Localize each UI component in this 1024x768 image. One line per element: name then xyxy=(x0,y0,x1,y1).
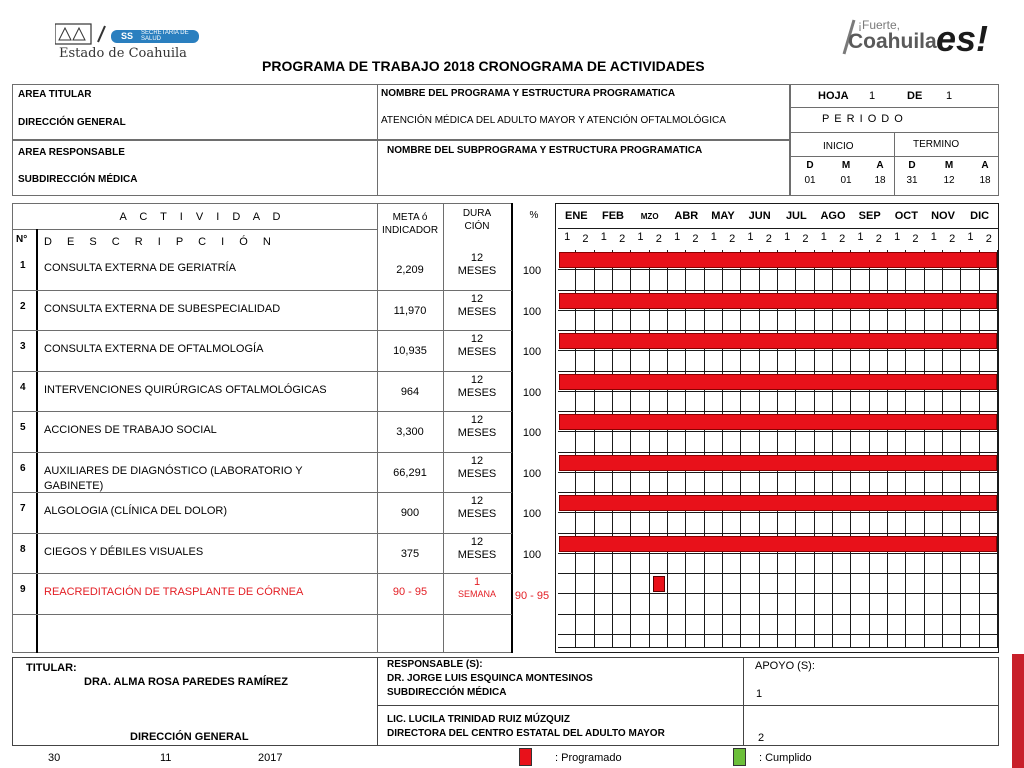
gantt-bar-programado xyxy=(653,576,665,592)
programa-value: ATENCIÓN MÉDICA DEL ADULTO MAYOR Y ATENCIÓN OFTALMOLÓGICA xyxy=(381,115,726,126)
logo-coahuila-text: Coahuila xyxy=(848,30,937,53)
month-header: NOV xyxy=(931,210,955,222)
row-description-cont: GABINETE) xyxy=(44,479,104,492)
area-titular-value: DIRECCIÓN GENERAL xyxy=(18,117,126,128)
gantt-bar-programado xyxy=(559,495,997,511)
logo-state-text: Estado de Coahuila xyxy=(59,46,187,61)
apoyo-label: APOYO (S): xyxy=(755,660,815,672)
titular-name: DRA. ALMA ROSA PAREDES RAMÍREZ xyxy=(84,676,288,688)
responsable-1-area: SUBDIRECCIÓN MÉDICA xyxy=(387,687,507,698)
row-duration: 12 xyxy=(470,495,484,507)
row-meta: 11,970 xyxy=(393,304,427,317)
row-duration-unit: MESES xyxy=(457,346,497,358)
row-duration-unit: MESES xyxy=(457,508,497,520)
row-description: CONSULTA EXTERNA DE OFTALMOLOGÍA xyxy=(44,343,264,355)
periodo-label: P E R I O D O xyxy=(822,113,904,125)
apoyo-1: 1 xyxy=(756,688,763,700)
row-duration-unit: MESES xyxy=(457,548,497,561)
row-percent: 100 xyxy=(522,467,542,480)
row-duration-unit: SEMANA xyxy=(457,589,496,599)
row-number: 3 xyxy=(20,341,26,352)
month-header: OCT xyxy=(894,210,918,222)
row-duration: 12 xyxy=(470,292,484,305)
half-header: 2 xyxy=(875,233,882,245)
descripcion-header: D E S C R I P C I Ó N xyxy=(44,236,271,248)
inicio-label: INICIO xyxy=(823,141,854,152)
responsable-2-name: LIC. LUCILA TRINIDAD RUIZ MÚZQUIZ xyxy=(387,714,570,725)
half-header: 1 xyxy=(930,231,937,243)
titular-label: TITULAR: xyxy=(26,662,77,674)
legend-cumplido-label: : Cumplido xyxy=(759,752,812,764)
termino-a-value: 18 xyxy=(979,175,991,186)
gantt-bar-programado xyxy=(559,333,997,349)
row-description: ALGOLOGIA (CLÍNICA DEL DOLOR) xyxy=(44,505,227,517)
row-meta: 964 xyxy=(400,385,420,398)
row-duration-unit: MESES xyxy=(457,265,497,277)
pct-header: % xyxy=(529,210,539,221)
inicio-m-value: 01 xyxy=(840,175,852,186)
half-header: 1 xyxy=(637,231,644,243)
row-number: 1 xyxy=(20,260,26,271)
row-percent: 100 xyxy=(522,548,542,561)
half-header: 2 xyxy=(985,233,992,245)
subprograma-label: NOMBRE DEL SUBPROGRAMA Y ESTRUCTURA PROGRAMATICA xyxy=(387,145,703,156)
half-header: 1 xyxy=(600,231,607,243)
row-description: CONSULTA EXTERNA DE GERIATRÍA xyxy=(44,262,236,274)
row-number: 9 xyxy=(20,584,26,595)
month-header: MZO xyxy=(640,212,659,221)
logo-es-text: es! xyxy=(936,18,989,59)
half-header: 1 xyxy=(564,231,571,243)
area-titular-label: AREA TITULAR xyxy=(18,89,92,100)
area-responsable-value: SUBDIRECCIÓN MÉDICA xyxy=(18,174,138,185)
row-duration: 12 xyxy=(470,414,484,426)
month-header: JUN xyxy=(748,210,771,222)
legend-programado-swatch xyxy=(519,748,532,766)
row-description: ACCIONES DE TRABAJO SOCIAL xyxy=(44,424,217,436)
row-meta: 2,209 xyxy=(396,264,424,276)
half-header: 2 xyxy=(692,233,699,245)
actividad-header: A C T I V I D A D xyxy=(119,211,281,223)
row-duration: 12 xyxy=(470,535,484,548)
month-header: MAY xyxy=(711,210,735,222)
termino-d-label: D xyxy=(908,160,916,171)
termino-label: TERMINO xyxy=(913,139,960,150)
row-description: REACREDITACIÓN DE TRASPLANTE DE CÓRNEA xyxy=(44,586,304,598)
row-duration-unit: MESES xyxy=(457,467,497,480)
row-description: CIEGOS Y DÉBILES VISUALES xyxy=(44,545,204,558)
month-header: SEP xyxy=(858,210,881,222)
termino-m-label: M xyxy=(944,160,954,171)
row-number: 2 xyxy=(20,300,26,312)
half-header: 1 xyxy=(674,231,681,243)
date-month: 11 xyxy=(160,752,172,764)
half-header: 1 xyxy=(784,231,791,243)
logo-estado-coahuila xyxy=(55,22,205,62)
de-value: 1 xyxy=(946,90,953,102)
half-header: 1 xyxy=(747,231,754,243)
row-percent: 100 xyxy=(522,346,542,358)
row-description: CONSULTA EXTERNA DE SUBESPECIALIDAD xyxy=(44,302,281,315)
row-meta: 3,300 xyxy=(396,426,424,438)
row-percent: 100 xyxy=(522,305,542,318)
half-header: 1 xyxy=(894,231,901,243)
inicio-a-value: 18 xyxy=(874,175,886,186)
inicio-m-label: M xyxy=(841,160,851,171)
responsable-label: RESPONSABLE (S): xyxy=(387,659,483,670)
row-description: AUXILIARES DE DIAGNÓSTICO (LABORATORIO Y xyxy=(44,464,303,477)
logo-fuerte-text: ¡Fuerte, xyxy=(858,18,901,32)
de-label: DE xyxy=(907,90,923,102)
row-percent: 100 xyxy=(522,427,542,439)
programa-label: NOMBRE DEL PROGRAMA Y ESTRUCTURA PROGRAMATICA xyxy=(381,88,676,99)
row-number: 6 xyxy=(20,462,26,474)
row-number: 5 xyxy=(20,422,26,433)
gantt-bar-programado xyxy=(559,536,997,552)
row-percent: 100 xyxy=(522,508,542,520)
row-duration: 12 xyxy=(470,373,484,386)
half-header: 1 xyxy=(967,231,974,243)
row-percent: 100 xyxy=(522,386,542,399)
row-number: 8 xyxy=(20,543,26,555)
area-responsable-label: AREA RESPONSABLE xyxy=(18,147,125,158)
inicio-a-label: A xyxy=(876,160,884,171)
gantt-bar-programado xyxy=(559,414,997,430)
termino-d-value: 31 xyxy=(906,175,918,186)
legend-programado-label: : Programado xyxy=(555,752,622,764)
gantt-bar-programado xyxy=(559,455,997,471)
titular-area: DIRECCIÓN GENERAL xyxy=(130,731,249,743)
half-header: 2 xyxy=(619,233,626,245)
logo-secretaria-text: SECRETARÍA DE SALUD xyxy=(141,30,189,42)
termino-a-label: A xyxy=(981,160,989,171)
gantt-bar-programado xyxy=(559,252,997,268)
row-number: 4 xyxy=(20,381,26,393)
row-duration-unit: MESES xyxy=(457,386,497,399)
legend-cumplido-swatch xyxy=(733,748,746,766)
row-meta: 90 - 95 xyxy=(392,586,428,598)
row-duration-unit: MESES xyxy=(457,427,497,439)
hoja-value: 1 xyxy=(869,90,876,102)
logo-fuerte-coahuila xyxy=(832,14,1002,66)
half-header: 2 xyxy=(912,233,919,245)
month-header: AGO xyxy=(820,210,846,222)
meta-header-2: INDICADOR xyxy=(381,225,439,236)
half-header: 2 xyxy=(949,233,956,245)
row-meta: 66,291 xyxy=(393,466,427,479)
row-percent: 90 - 95 xyxy=(514,590,550,602)
half-header: 2 xyxy=(802,233,809,245)
row-duration: 1 xyxy=(473,576,481,588)
month-header: FEB xyxy=(601,210,624,222)
month-header: DIC xyxy=(970,210,990,222)
half-header: 2 xyxy=(765,233,772,245)
row-meta: 900 xyxy=(400,507,420,519)
half-header: 2 xyxy=(655,233,662,245)
row-duration: 12 xyxy=(470,333,484,345)
responsable-2-area: DIRECTORA DEL CENTRO ESTATAL DEL ADULTO MAYOR xyxy=(387,728,665,739)
gantt-bar-programado xyxy=(559,293,997,309)
row-description: INTERVENCIONES QUIRÚRGICAS OFTALMOLÓGICAS xyxy=(44,383,327,396)
month-header: JUL xyxy=(785,210,807,222)
hoja-label: HOJA xyxy=(818,90,849,102)
half-header: 1 xyxy=(710,231,717,243)
half-header: 2 xyxy=(839,233,846,245)
row-duration: 12 xyxy=(470,252,484,264)
half-header: 2 xyxy=(582,233,589,245)
row-duration: 12 xyxy=(470,454,484,467)
logo-ss-text: SS xyxy=(121,31,134,41)
row-percent: 100 xyxy=(522,265,542,277)
apoyo-2: 2 xyxy=(758,732,765,744)
row-duration-unit: MESES xyxy=(457,305,497,318)
half-header: 1 xyxy=(820,231,827,243)
half-header: 1 xyxy=(857,231,864,243)
month-header: ENE xyxy=(565,210,588,222)
inicio-d-label: D xyxy=(806,160,814,171)
row-number: 7 xyxy=(20,503,26,514)
responsable-1-name: DR. JORGE LUIS ESQUINCA MONTESINOS xyxy=(387,673,593,684)
side-accent-bar xyxy=(1012,654,1024,768)
gantt-bar-programado xyxy=(559,374,997,390)
num-header: N° xyxy=(16,234,28,245)
meta-header-1: META ó xyxy=(392,212,428,223)
half-header: 2 xyxy=(729,233,736,245)
duracion-header-2: CIÓN xyxy=(464,221,490,232)
inicio-d-value: 01 xyxy=(804,175,816,186)
row-meta: 375 xyxy=(400,547,420,560)
date-day: 30 xyxy=(48,752,61,764)
date-year: 2017 xyxy=(258,752,283,764)
month-header: ABR xyxy=(674,210,699,222)
page-title: PROGRAMA DE TRABAJO 2018 CRONOGRAMA DE ACTIVIDADES xyxy=(262,58,705,74)
row-meta: 10,935 xyxy=(393,345,427,357)
duracion-header-1: DURA xyxy=(462,208,492,219)
termino-m-value: 12 xyxy=(943,175,955,186)
